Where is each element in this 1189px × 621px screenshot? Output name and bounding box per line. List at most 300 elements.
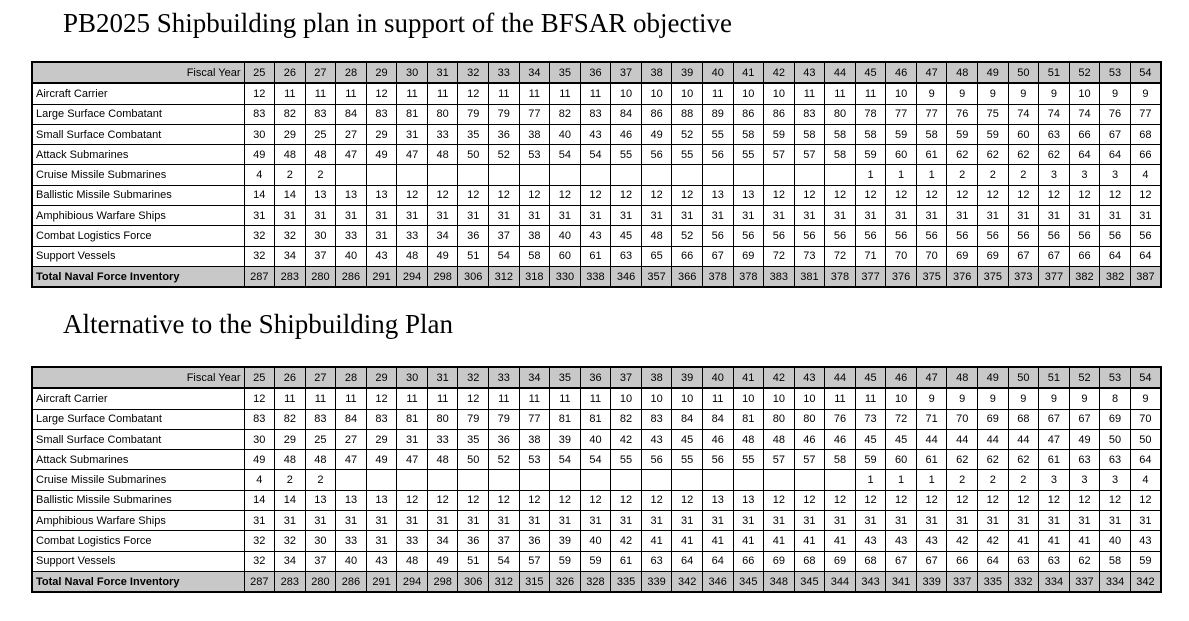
value-cell: [397, 165, 428, 185]
value-cell: 31: [275, 511, 306, 531]
value-cell: 14: [244, 185, 275, 205]
value-cell: [580, 165, 611, 185]
value-cell: 31: [947, 511, 978, 531]
value-cell: 58: [519, 246, 550, 266]
value-cell: 76: [947, 104, 978, 124]
value-cell: 64: [1100, 246, 1131, 266]
value-cell: 1: [916, 470, 947, 490]
value-cell: 1: [916, 165, 947, 185]
value-cell: 9: [1039, 83, 1070, 104]
value-cell: 375: [916, 266, 947, 287]
value-cell: 2: [1008, 470, 1039, 490]
value-cell: 39: [550, 429, 581, 449]
value-cell: 342: [672, 571, 703, 592]
value-cell: 31: [825, 206, 856, 226]
value-cell: 86: [764, 104, 795, 124]
value-cell: 12: [764, 185, 795, 205]
year-header-cell: 41: [733, 367, 764, 388]
value-cell: 287: [244, 571, 275, 592]
value-cell: 55: [672, 145, 703, 165]
value-cell: 12: [1100, 490, 1131, 510]
year-header-cell: 46: [886, 62, 917, 83]
value-cell: 33: [336, 531, 367, 551]
value-cell: 48: [397, 551, 428, 571]
value-cell: 31: [764, 511, 795, 531]
value-cell: [427, 470, 458, 490]
value-cell: 44: [947, 429, 978, 449]
value-cell: 45: [672, 429, 703, 449]
value-cell: 31: [519, 511, 550, 531]
table-row: [32, 246, 1161, 266]
value-cell: 54: [580, 145, 611, 165]
value-cell: 62: [1008, 145, 1039, 165]
year-header-cell: 41: [733, 62, 764, 83]
value-cell: 294: [397, 571, 428, 592]
value-cell: 12: [489, 185, 520, 205]
value-cell: 31: [427, 206, 458, 226]
value-cell: 13: [733, 490, 764, 510]
year-header-cell: 25: [244, 62, 275, 83]
value-cell: [825, 165, 856, 185]
value-cell: 1: [855, 165, 886, 185]
value-cell: 12: [947, 490, 978, 510]
value-cell: 12: [611, 185, 642, 205]
value-cell: 55: [611, 145, 642, 165]
value-cell: 378: [825, 266, 856, 287]
row-label: Amphibious Warfare Ships: [32, 206, 244, 226]
value-cell: 32: [244, 226, 275, 246]
value-cell: 77: [519, 409, 550, 429]
value-cell: 79: [458, 409, 489, 429]
value-cell: 342: [1130, 571, 1161, 592]
value-cell: 72: [886, 409, 917, 429]
value-cell: 2: [305, 165, 336, 185]
value-cell: [672, 165, 703, 185]
value-cell: 48: [427, 450, 458, 470]
value-cell: 63: [611, 246, 642, 266]
value-cell: 56: [1008, 226, 1039, 246]
value-cell: 1: [886, 165, 917, 185]
value-cell: 30: [244, 124, 275, 144]
value-cell: 41: [794, 531, 825, 551]
value-cell: 58: [825, 145, 856, 165]
value-cell: 30: [305, 531, 336, 551]
value-cell: 11: [336, 388, 367, 409]
value-cell: 283: [275, 266, 306, 287]
year-header-cell: 28: [336, 367, 367, 388]
value-cell: 58: [733, 124, 764, 144]
value-cell: 30: [244, 429, 275, 449]
year-header-cell: 53: [1100, 367, 1131, 388]
value-cell: 64: [1130, 246, 1161, 266]
value-cell: 283: [275, 571, 306, 592]
row-label: Aircraft Carrier: [32, 388, 244, 409]
value-cell: 82: [550, 104, 581, 124]
value-cell: 12: [366, 83, 397, 104]
value-cell: 334: [1039, 571, 1070, 592]
value-cell: 66: [1069, 246, 1100, 266]
value-cell: 59: [764, 124, 795, 144]
value-cell: 69: [978, 246, 1009, 266]
value-cell: 2: [275, 470, 306, 490]
value-cell: 56: [886, 226, 917, 246]
value-cell: 62: [978, 145, 1009, 165]
value-cell: 41: [825, 531, 856, 551]
value-cell: 63: [641, 551, 672, 571]
value-cell: 280: [305, 266, 336, 287]
row-label: Support Vessels: [32, 551, 244, 571]
value-cell: 332: [1008, 571, 1039, 592]
value-cell: [397, 470, 428, 490]
value-cell: 12: [550, 490, 581, 510]
value-cell: 38: [519, 226, 550, 246]
value-cell: 83: [305, 104, 336, 124]
value-cell: 31: [458, 511, 489, 531]
value-cell: 2: [275, 165, 306, 185]
value-cell: 41: [672, 531, 703, 551]
value-cell: [458, 470, 489, 490]
value-cell: 12: [580, 490, 611, 510]
year-header-cell: 38: [641, 367, 672, 388]
value-cell: 31: [825, 511, 856, 531]
value-cell: 12: [244, 388, 275, 409]
value-cell: 65: [641, 246, 672, 266]
value-cell: 60: [886, 450, 917, 470]
value-cell: 31: [1100, 206, 1131, 226]
value-cell: 25: [305, 124, 336, 144]
value-cell: 83: [305, 409, 336, 429]
value-cell: 12: [978, 185, 1009, 205]
value-cell: 40: [336, 246, 367, 266]
value-cell: 56: [702, 145, 733, 165]
value-cell: 12: [519, 490, 550, 510]
year-header-cell: 46: [886, 367, 917, 388]
year-header-cell: 32: [458, 62, 489, 83]
value-cell: 306: [458, 571, 489, 592]
value-cell: 36: [458, 531, 489, 551]
value-cell: 80: [794, 409, 825, 429]
value-cell: 387: [1130, 266, 1161, 287]
value-cell: 44: [1008, 429, 1039, 449]
value-cell: 44: [978, 429, 1009, 449]
value-cell: 66: [733, 551, 764, 571]
value-cell: 9: [947, 388, 978, 409]
value-cell: 12: [1130, 185, 1161, 205]
value-cell: 56: [916, 226, 947, 246]
value-cell: 83: [366, 409, 397, 429]
value-cell: 286: [336, 571, 367, 592]
year-header-cell: 34: [519, 367, 550, 388]
value-cell: 366: [672, 266, 703, 287]
value-cell: 12: [519, 185, 550, 205]
value-cell: 70: [886, 246, 917, 266]
value-cell: 31: [794, 511, 825, 531]
value-cell: 31: [305, 206, 336, 226]
value-cell: 61: [611, 551, 642, 571]
value-cell: 59: [886, 124, 917, 144]
value-cell: 11: [825, 83, 856, 104]
value-cell: 12: [550, 185, 581, 205]
value-cell: 43: [1130, 531, 1161, 551]
value-cell: 10: [764, 388, 795, 409]
value-cell: [366, 165, 397, 185]
value-cell: 11: [427, 83, 458, 104]
value-cell: 373: [1008, 266, 1039, 287]
value-cell: 31: [641, 206, 672, 226]
value-cell: 54: [550, 145, 581, 165]
value-cell: 10: [886, 83, 917, 104]
value-cell: 338: [580, 266, 611, 287]
value-cell: 48: [275, 145, 306, 165]
value-cell: 32: [275, 531, 306, 551]
value-cell: 73: [855, 409, 886, 429]
value-cell: 326: [550, 571, 581, 592]
value-cell: 339: [916, 571, 947, 592]
value-cell: 36: [458, 226, 489, 246]
value-cell: [733, 470, 764, 490]
value-cell: 70: [947, 409, 978, 429]
value-cell: 77: [1130, 104, 1161, 124]
value-cell: 43: [366, 551, 397, 571]
row-label: Ballistic Missile Submarines: [32, 185, 244, 205]
value-cell: 41: [764, 531, 795, 551]
value-cell: 32: [244, 531, 275, 551]
value-cell: 75: [978, 104, 1009, 124]
value-cell: 383: [764, 266, 795, 287]
value-cell: 344: [825, 571, 856, 592]
value-cell: 33: [427, 429, 458, 449]
value-cell: 13: [702, 185, 733, 205]
value-cell: [336, 470, 367, 490]
value-cell: 64: [1130, 450, 1161, 470]
value-cell: 67: [916, 551, 947, 571]
value-cell: 2: [978, 165, 1009, 185]
value-cell: 10: [611, 388, 642, 409]
value-cell: 43: [916, 531, 947, 551]
header-row: [32, 367, 1161, 388]
value-cell: 14: [244, 490, 275, 510]
table-row: [32, 206, 1161, 226]
value-cell: 2: [947, 470, 978, 490]
value-cell: 67: [1100, 124, 1131, 144]
value-cell: 33: [336, 226, 367, 246]
year-header-cell: 54: [1130, 367, 1161, 388]
value-cell: 48: [275, 450, 306, 470]
row-label: Aircraft Carrier: [32, 83, 244, 104]
value-cell: 49: [1069, 429, 1100, 449]
value-cell: 12: [427, 490, 458, 510]
value-cell: [489, 165, 520, 185]
value-cell: 59: [550, 551, 581, 571]
table-row: [32, 145, 1161, 165]
value-cell: 40: [1100, 531, 1131, 551]
value-cell: 53: [519, 145, 550, 165]
value-cell: 13: [305, 490, 336, 510]
year-header-cell: 28: [336, 62, 367, 83]
value-cell: 11: [855, 388, 886, 409]
value-cell: 49: [641, 124, 672, 144]
value-cell: 287: [244, 266, 275, 287]
value-cell: 29: [275, 124, 306, 144]
value-cell: 12: [458, 490, 489, 510]
value-cell: 76: [1100, 104, 1131, 124]
value-cell: 35: [458, 429, 489, 449]
table-row: [32, 124, 1161, 144]
value-cell: 48: [305, 450, 336, 470]
year-header-cell: 43: [794, 367, 825, 388]
value-cell: 12: [886, 185, 917, 205]
value-cell: 43: [855, 531, 886, 551]
value-cell: 31: [1069, 206, 1100, 226]
value-cell: 51: [458, 246, 489, 266]
value-cell: 36: [489, 124, 520, 144]
value-cell: 33: [397, 226, 428, 246]
value-cell: 73: [794, 246, 825, 266]
value-cell: 11: [305, 83, 336, 104]
value-cell: 41: [1008, 531, 1039, 551]
table-row: [32, 388, 1161, 409]
value-cell: 12: [978, 490, 1009, 510]
value-cell: [794, 470, 825, 490]
value-cell: 3: [1100, 165, 1131, 185]
value-cell: 12: [764, 490, 795, 510]
value-cell: 49: [244, 145, 275, 165]
value-cell: 79: [489, 409, 520, 429]
value-cell: 52: [672, 226, 703, 246]
value-cell: 12: [580, 185, 611, 205]
value-cell: 60: [550, 246, 581, 266]
value-cell: 61: [580, 246, 611, 266]
value-cell: [702, 165, 733, 185]
value-cell: 63: [1100, 450, 1131, 470]
value-cell: 376: [947, 266, 978, 287]
value-cell: [519, 165, 550, 185]
value-cell: 378: [702, 266, 733, 287]
value-cell: 56: [641, 145, 672, 165]
value-cell: 77: [916, 104, 947, 124]
value-cell: 31: [947, 206, 978, 226]
value-cell: 9: [1100, 83, 1131, 104]
value-cell: 27: [336, 429, 367, 449]
year-header-cell: 52: [1069, 367, 1100, 388]
value-cell: [764, 470, 795, 490]
value-cell: 59: [580, 551, 611, 571]
year-header-cell: 31: [427, 62, 458, 83]
table-row: [32, 83, 1161, 104]
year-header-cell: 37: [611, 62, 642, 83]
value-cell: 11: [397, 83, 428, 104]
value-cell: 345: [733, 571, 764, 592]
value-cell: 3: [1039, 165, 1070, 185]
value-cell: 14: [275, 185, 306, 205]
value-cell: 68: [855, 551, 886, 571]
value-cell: 56: [764, 226, 795, 246]
value-cell: 12: [458, 83, 489, 104]
year-header-cell: 40: [702, 367, 733, 388]
value-cell: [702, 470, 733, 490]
value-cell: 31: [978, 511, 1009, 531]
value-cell: 11: [550, 388, 581, 409]
shipbuilding-plan-table: [31, 61, 1162, 288]
value-cell: 31: [916, 511, 947, 531]
total-row: [32, 266, 1161, 287]
value-cell: 337: [947, 571, 978, 592]
value-cell: 31: [1069, 511, 1100, 531]
value-cell: 67: [1039, 409, 1070, 429]
value-cell: 86: [641, 104, 672, 124]
value-cell: 31: [702, 206, 733, 226]
value-cell: 56: [1069, 226, 1100, 246]
value-cell: [672, 470, 703, 490]
value-cell: 80: [427, 409, 458, 429]
value-cell: 47: [1039, 429, 1070, 449]
value-cell: 31: [886, 511, 917, 531]
value-cell: 31: [702, 511, 733, 531]
value-cell: 9: [1130, 388, 1161, 409]
value-cell: 337: [1069, 571, 1100, 592]
value-cell: 382: [1100, 266, 1131, 287]
value-cell: 11: [519, 83, 550, 104]
value-cell: 77: [519, 104, 550, 124]
value-cell: 36: [489, 429, 520, 449]
value-cell: 59: [978, 124, 1009, 144]
year-header-cell: 45: [855, 62, 886, 83]
value-cell: 31: [916, 206, 947, 226]
value-cell: 56: [825, 226, 856, 246]
value-cell: 62: [1008, 450, 1039, 470]
value-cell: 72: [825, 246, 856, 266]
value-cell: [550, 165, 581, 185]
value-cell: [519, 470, 550, 490]
value-cell: 48: [733, 429, 764, 449]
value-cell: 31: [397, 511, 428, 531]
year-header-cell: 43: [794, 62, 825, 83]
value-cell: [336, 165, 367, 185]
value-cell: 9: [1008, 388, 1039, 409]
year-header-cell: 27: [305, 62, 336, 83]
value-cell: 31: [397, 124, 428, 144]
value-cell: 377: [855, 266, 886, 287]
value-cell: 45: [886, 429, 917, 449]
row-label: Total Naval Force Inventory: [32, 571, 244, 592]
value-cell: 306: [458, 266, 489, 287]
value-cell: 67: [886, 551, 917, 571]
value-cell: 25: [305, 429, 336, 449]
value-cell: 52: [672, 124, 703, 144]
table-row: [32, 104, 1161, 124]
value-cell: 3: [1100, 470, 1131, 490]
year-header-cell: 36: [580, 62, 611, 83]
value-cell: 41: [641, 531, 672, 551]
year-header-cell: 48: [947, 62, 978, 83]
value-cell: 12: [886, 490, 917, 510]
value-cell: 31: [1039, 511, 1070, 531]
value-cell: 31: [489, 511, 520, 531]
value-cell: 57: [794, 450, 825, 470]
value-cell: 74: [1008, 104, 1039, 124]
value-cell: 378: [733, 266, 764, 287]
value-cell: 346: [611, 266, 642, 287]
value-cell: 31: [855, 206, 886, 226]
value-cell: 49: [427, 551, 458, 571]
value-cell: 31: [458, 206, 489, 226]
value-cell: 10: [641, 83, 672, 104]
value-cell: 81: [397, 104, 428, 124]
value-cell: 61: [916, 450, 947, 470]
value-cell: 48: [427, 145, 458, 165]
year-header-cell: 50: [1008, 62, 1039, 83]
value-cell: 12: [916, 490, 947, 510]
